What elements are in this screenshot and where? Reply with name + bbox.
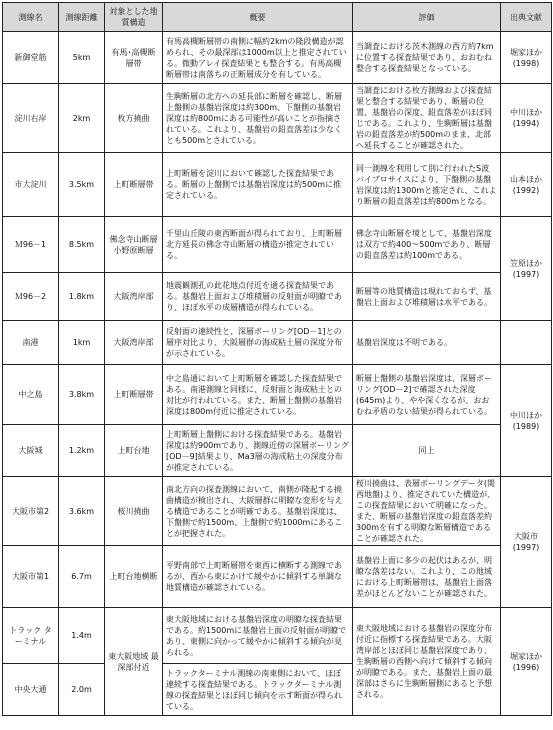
- line-name: トラック ターミナル: [3, 608, 59, 664]
- line-name: 大阪城: [3, 425, 59, 477]
- table-row: [3, 365, 552, 425]
- summary-cell: 平野南部で上町断層帯を東西に横断する測線であるが、西から東にかけて緩やかに傾斜する単調な地質構造が確認されている。: [163, 546, 353, 608]
- evaluation-cell: 東大阪地域における基盤岩の深度分布付近に指標する探査結果である。大阪湾岸部とほぼ同じ基盤岩深度であり、生駒断層の西側へ向けて傾斜する傾向が明瞭である。また、基盤岩上面の最深部はさらに生駒断層側にあると予想される。: [353, 608, 501, 716]
- table-row: [3, 608, 552, 664]
- target-structure: 佛念寺山断層 小野原断層: [105, 217, 163, 273]
- table-row: [3, 153, 552, 217]
- line-name: 南港: [3, 321, 59, 365]
- table-row: [3, 546, 552, 608]
- summary-cell: 東大阪地域における基盤岩深度の明瞭な探査結果である。約1500mに基盤岩上面の反射面が明瞭であり、東側に向かって緩やかに傾斜する傾向が見られる。: [163, 608, 353, 664]
- evaluation-cell: 基盤岩上面に多少の起伏はあるが、明瞭な落差はない。これより、この地域における上町断層帯は、基盤岩上面落差がほとんどないことが確認された。: [353, 546, 501, 608]
- target-structure: 東大阪地域 最深部付近: [105, 608, 163, 716]
- line-name: 中央大通: [3, 664, 59, 716]
- summary-cell: 上町断層上盤側における探査結果である。基盤岩深度は約900mであり、測線近傍の深層ボーリング[OD－9]結果より、Ma3層の海成粘土の深度分布が推定されている。: [163, 425, 353, 477]
- summary-cell: 千里山丘陵の東西断面が得られており、上町断層北方延長の佛念寺山断層の構造が推定されている。: [163, 217, 353, 273]
- line-distance: 1.4m: [59, 608, 105, 664]
- summary-cell: 地震観測孔の此花地点付近を通る探査結果である。基盤岩上面および堆積層の反射面が明瞭であり、ほぼ水平の成層構造が得られている。: [163, 273, 353, 321]
- target-structure: 上町断層帯: [105, 365, 163, 425]
- source-cell: [501, 321, 552, 365]
- line-distance: 2km: [59, 84, 105, 153]
- header-structure: 対象とした地質構造: [105, 3, 163, 32]
- line-name: 新御堂筋: [3, 32, 59, 84]
- line-distance: 3.8km: [59, 365, 105, 425]
- table-row: [3, 425, 552, 477]
- source-cell: 中川ほか (1994): [501, 84, 552, 153]
- line-distance: 1.2km: [59, 425, 105, 477]
- source-cell: 中川ほか (1989): [501, 365, 552, 477]
- target-structure: 桜川撓曲: [105, 477, 163, 546]
- target-structure: 大阪湾岸部: [105, 273, 163, 321]
- table-row: [3, 84, 552, 153]
- line-distance: 3.6km: [59, 477, 105, 546]
- header-line-name: 測線名: [3, 3, 59, 32]
- line-distance: 6.7m: [59, 546, 105, 608]
- header-summary: 概要: [163, 3, 353, 32]
- target-structure: 上町台地横断: [105, 546, 163, 608]
- line-distance: 1.8km: [59, 273, 105, 321]
- summary-cell: 南北方向の探査測線において、南側が隆起する撓曲構造が検出され、大阪層群に明瞭な変形を与える構造であることが明確である。基盤岩深度は、下盤側で約1500m、上盤側で約1000mにあることが把握された。: [163, 477, 353, 546]
- summary-cell: 上町断層を淀川において確認した探査結果である。断層の上盤側では基盤岩深度は約500mに推定されている。: [163, 153, 353, 217]
- evaluation-cell: 基盤岩深度は不明である。: [353, 321, 501, 365]
- line-distance: 1km: [59, 321, 105, 365]
- table-row: [3, 321, 552, 365]
- source-cell: 堀家ほか (1996): [501, 608, 552, 716]
- table-row: [3, 477, 552, 546]
- line-distance: 8.5km: [59, 217, 105, 273]
- line-name: 大阪市第1: [3, 546, 59, 608]
- line-name: 淀川右岸: [3, 84, 59, 153]
- target-structure: 上町断層帯: [105, 153, 163, 217]
- header-evaluation: 評価: [353, 3, 501, 32]
- target-structure: 上町台地: [105, 425, 163, 477]
- evaluation-cell: 断層等の地質構造は現れておらず、基盤岩上面および堆積層は水平である。: [353, 273, 501, 321]
- summary-cell: 反射面の連続性と、深層ボーリング[OD－1]との層序対比より、大阪層群の海成粘土層の深度分布が示されている。: [163, 321, 353, 365]
- line-name: Ｍ96－1: [3, 217, 59, 273]
- summary-cell: トラックターミナル測線の南東側において、ほぼ連続する探査結果である。トラックターミナル測線の探査結果とほぼ同じ傾向を示す断面が得られている。: [163, 664, 353, 716]
- line-name: 中之島: [3, 365, 59, 425]
- evaluation-cell: 当調査における茨木測線の西方約7kmに位置する探査結果であり、おおむね整合する探査結果となっている。: [353, 32, 501, 84]
- line-distance: 2.0m: [59, 664, 105, 716]
- target-structure: 大阪湾岸部: [105, 321, 163, 365]
- line-name: 大阪市第2: [3, 477, 59, 546]
- header-distance: 測線距離: [59, 3, 105, 32]
- evaluation-cell: 当調査における枚方測線および探査結果と整合する結果であり、断層の位置、基盤岩の深度、鉛直落差がほぼ同じである。これより、生駒断層は基盤岩の鉛直落差が約500mのまま、北部へ延長することが確認された。: [353, 84, 501, 153]
- line-name: 市大淀川: [3, 153, 59, 217]
- evaluation-cell: 佛念寺山断層を境として、基盤岩深度は双方で約400～500mであり、断層の鉛直落差は約100mである。: [353, 217, 501, 273]
- summary-cell: 中之島通において上町断層を確認した探査結果である。南港測線と同様に、反射面と海成粘土との対比が行われている。また、断層上盤側の基盤岩深度は800m付近に推定されている。: [163, 365, 353, 425]
- header-source: 出典文献: [501, 3, 552, 32]
- summary-cell: 有馬高槻断層帯の南側に幅約2kmの隆段構造が認められ、その最深部は1000m以上と推定されている。微動アレイ探査結果とも整合する。有馬高槻断層帯は南落ちの正断層成分を有している。: [163, 32, 353, 84]
- evaluation-cell: 断層上盤側の基盤岩深度は、深層ボーリング[OD－2]で確認された深度(645m)より、やや深くなるが、おおむね矛盾のない結果が得られている。: [353, 365, 501, 425]
- evaluation-cell: 同一測線を利用して別に行われたS波バイブロサイスにより、下盤側の基盤岩深度は約1300mと推定され、これより断層の鉛直落差は約800mとなる。: [353, 153, 501, 217]
- source-cell: 堀家ほか (1998): [501, 32, 552, 84]
- line-name: Ｍ96－2: [3, 273, 59, 321]
- table-row: [3, 217, 552, 273]
- source-cell: 笠原ほか (1997): [501, 217, 552, 321]
- evaluation-cell: 同上: [353, 425, 501, 477]
- target-structure: 枚方撓曲: [105, 84, 163, 153]
- line-distance: 3.5km: [59, 153, 105, 217]
- evaluation-cell: 桜川撓曲は、表層ボーリングデータ(関西地盤)より、推定されていた構造が、この探査結果において明確になった。また、断層の基盤岩深度の鉛直落差約300mを有する明瞭な断層構造であることが確認された。: [353, 477, 501, 546]
- line-distance: 5km: [59, 32, 105, 84]
- summary-cell: 生駒断層の北方への延長部に断層を確認し、断層上盤側の基盤岩深度は約300m、下盤側の基盤岩深度は約800mにある可能性が高いことが指摘されている。これより、基盤岩の鉛直落差は少なくとも500mとされている。: [163, 84, 353, 153]
- table-row: [3, 273, 552, 321]
- target-structure: 有馬･高槻断層帯: [105, 32, 163, 84]
- table-row: [3, 32, 552, 84]
- survey-table: [2, 2, 552, 716]
- source-cell: 山本ほか (1992): [501, 153, 552, 217]
- source-cell: 大阪市 (1997): [501, 477, 552, 608]
- header-row: [3, 3, 552, 32]
